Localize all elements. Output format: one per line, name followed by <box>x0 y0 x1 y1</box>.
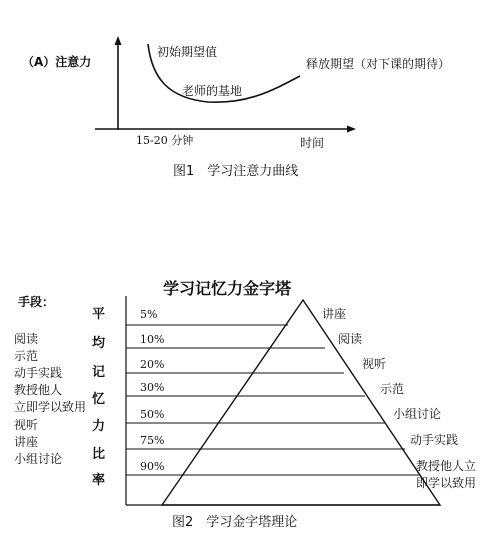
means-item: 讲座 <box>14 435 39 449</box>
means-item: 视听 <box>14 418 39 432</box>
figure2-caption: 图2 学习金字塔理论 <box>172 515 298 530</box>
pyramid-label: 讲座 <box>322 307 347 321</box>
pyramid-label: 动手实践 <box>410 433 459 447</box>
means-item: 动手实践 <box>14 366 63 380</box>
vertical-label-char: 平 <box>92 307 106 322</box>
means-item: 阅读 <box>14 332 39 346</box>
y-axis-label: （A）注意力 <box>22 55 92 69</box>
rate-label: 75% <box>140 434 165 447</box>
rate-label: 90% <box>140 460 165 473</box>
rate-label: 30% <box>140 381 165 394</box>
attention-curve-figure <box>22 36 450 179</box>
x-tick-label: 15-20 分钟 <box>136 134 194 147</box>
means-label: 手段： <box>18 295 55 309</box>
learning-pyramid-figure <box>14 279 476 530</box>
pyramid-label: 阅读 <box>338 332 363 346</box>
annotation-bottom: 老师的基地 <box>182 84 243 98</box>
rate-label: 50% <box>140 408 165 421</box>
vertical-label-char: 均 <box>92 336 106 351</box>
pyramid-label: 教授他人立 <box>416 459 477 473</box>
vertical-label-char: 力 <box>92 419 106 434</box>
x-axis-arrow <box>347 126 356 133</box>
annotation-end: 释放期望（对下课的期待） <box>306 57 451 71</box>
pyramid-label: 示范 <box>380 382 405 396</box>
pyramid-labels <box>322 306 476 490</box>
pyramid-label: 视听 <box>362 357 387 371</box>
rate-labels <box>140 308 164 473</box>
rate-label: 20% <box>140 358 165 371</box>
vertical-label-char: 记 <box>92 365 106 380</box>
means-item: 小组讨论 <box>14 452 63 466</box>
x-axis-label: 时间 <box>300 136 325 150</box>
means-item: 教授他人 <box>14 383 63 397</box>
pyramid-label: 即学以致用 <box>416 476 477 490</box>
means-item: 立即学以致用 <box>14 400 87 414</box>
vertical-label <box>92 306 106 488</box>
figure1-caption: 图1 学习注意力曲线 <box>173 164 299 179</box>
vertical-label-char: 率 <box>92 473 106 488</box>
pyramid-label: 小组讨论 <box>393 407 442 421</box>
vertical-label-char: 忆 <box>92 392 106 407</box>
rate-label: 5% <box>140 308 158 321</box>
figure2-title: 学习记忆力金字塔 <box>163 279 292 298</box>
annotation-start: 初始期望值 <box>157 45 218 59</box>
means-item: 示范 <box>14 349 39 363</box>
means-list <box>14 331 86 466</box>
pyramid-triangle <box>162 300 440 505</box>
rate-label: 10% <box>140 333 165 346</box>
vertical-label-char: 比 <box>92 447 106 462</box>
y-axis-arrow <box>115 36 122 45</box>
